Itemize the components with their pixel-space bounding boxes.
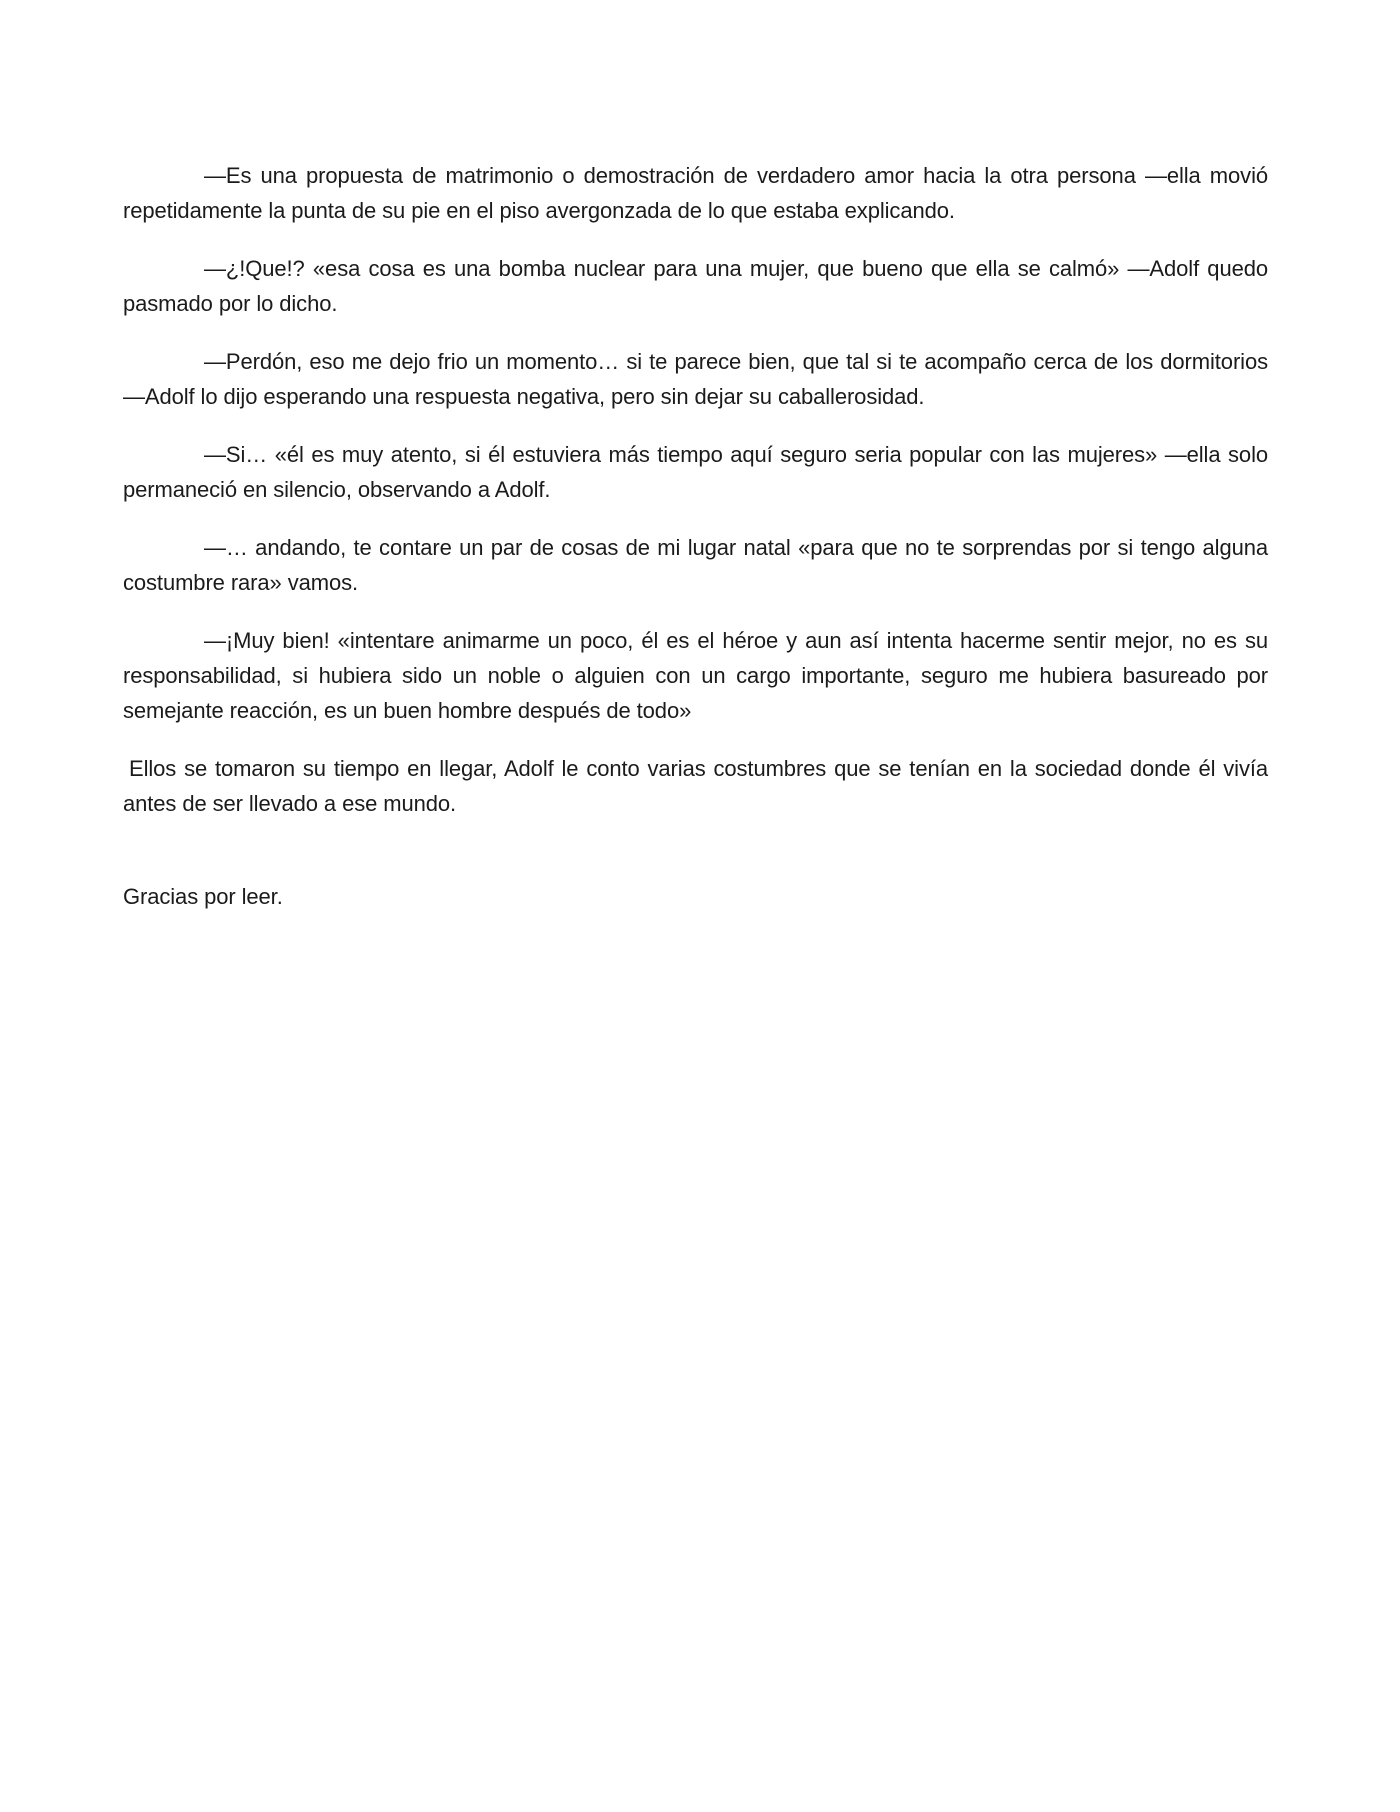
closing-line: Gracias por leer. <box>123 884 283 909</box>
paragraph-6: —¡Muy bien! «intentare animarme un poco, él es el héroe y aun así intenta hacerme sentir mejor, no es su responsabilidad, si hubiera sido un noble o alguien con un cargo importante, seguro me hubiera basureado por semejante reacción, es un buen hombre después de todo» <box>123 628 1268 723</box>
paragraph-3: —Perdón, eso me dejo frio un momento… si te parece bien, que tal si te acompaño cerca de los dormitorios —Adolf lo dijo esperando una respuesta negativa, pero sin dejar su caballerosidad. <box>123 349 1268 409</box>
paragraph-1: —Es una propuesta de matrimonio o demostración de verdadero amor hacia la otra persona —ella movió repetidamente la punta de su pie en el piso avergonzada de lo que estaba explicando. <box>123 163 1268 223</box>
paragraph-4: —Si… «él es muy atento, si él estuviera más tiempo aquí seguro seria popular con las mujeres» —ella solo permaneció en silencio, observando a Adolf. <box>123 442 1268 502</box>
paragraph-7: Ellos se tomaron su tiempo en llegar, Adolf le conto varias costumbres que se tenían en la sociedad donde él vivía antes de ser llevado a ese mundo. <box>123 756 1268 816</box>
paragraph-5: —… andando, te contare un par de cosas de mi lugar natal «para que no te sorprendas por si tengo alguna costumbre rara» vamos. <box>123 535 1268 595</box>
document-body <box>123 158 1268 914</box>
paragraph-2: —¿!Que!? «esa cosa es una bomba nuclear para una mujer, que bueno que ella se calmó» —Adolf quedo pasmado por lo dicho. <box>123 256 1268 316</box>
